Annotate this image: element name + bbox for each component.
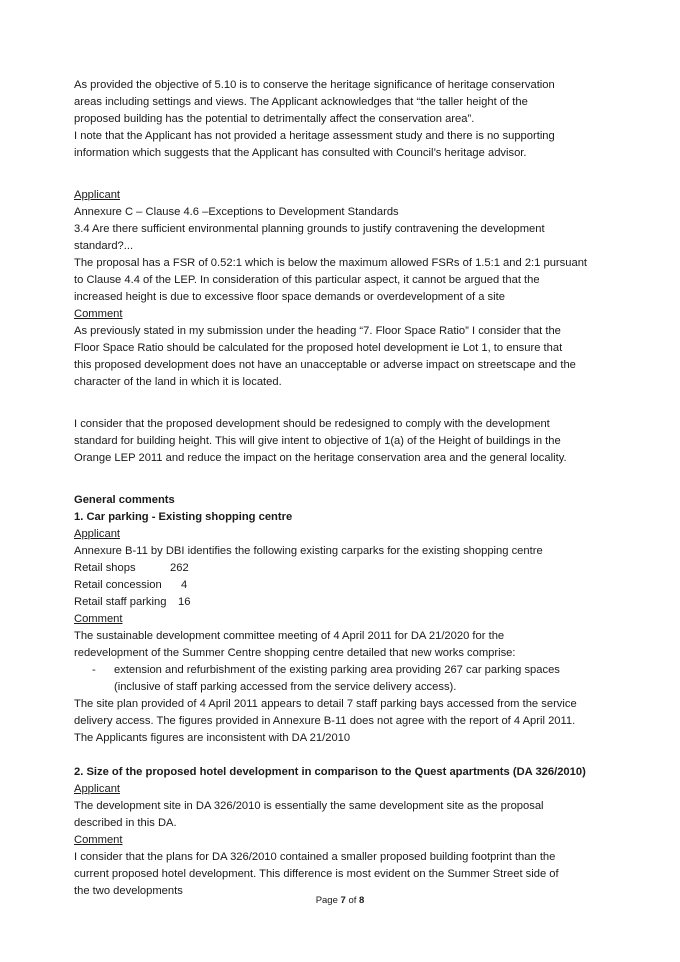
- page-content: [74, 77, 614, 900]
- comment-paragraph: [74, 323, 614, 391]
- text-line: Floor Space Ratio should be calculated for the proposed hotel development ie Lot 1, to ensure that: [74, 342, 563, 354]
- comment-heading: Comment: [74, 308, 123, 320]
- carpark-value: 4: [181, 579, 188, 591]
- text-line: redevelopment of the Summer Centre shopping centre detailed that new works comprise:: [74, 647, 516, 659]
- comment-paragraph: [74, 628, 614, 662]
- text-line: The site plan provided of 4 April 2011 appears to detail 7 staff parking bays accessed from the service: [74, 698, 577, 710]
- page-footer: [0, 895, 680, 907]
- applicant-heading: Applicant: [74, 783, 121, 795]
- bullet-item: [74, 662, 614, 696]
- text-line: to Clause 4.4 of the LEP. In consideration of this particular aspect, it cannot be argued that the: [74, 274, 540, 286]
- text-line: extension and refurbishment of the existing parking area providing 267 car parking spaces: [114, 664, 560, 676]
- text-line: increased height is due to excessive floor space demands or overdevelopment of a site: [74, 291, 505, 303]
- carpark-row: [74, 560, 614, 577]
- item1-title: 1. Car parking - Existing shopping centre: [74, 511, 293, 523]
- carparks-intro: Annexure B-11 by DBI identifies the following existing carparks for the existing shopping centre: [74, 545, 543, 557]
- comment-paragraph-continued: [74, 696, 614, 747]
- text-line: current proposed hotel development. This difference is most evident on the Summer Street side of: [74, 868, 559, 880]
- footer-page-number: 7: [340, 895, 346, 906]
- text-line: (inclusive of staff parking accessed from the service delivery access).: [114, 681, 457, 693]
- text-line: 3.4 Are there sufficient environmental planning grounds to justify contravening the development: [74, 223, 545, 235]
- text-line: standard?...: [74, 240, 134, 252]
- text-line: As previously stated in my submission under the heading “7. Floor Space Ratio” I consider that the: [74, 325, 561, 337]
- text-line: described in this DA.: [74, 817, 177, 829]
- carpark-row: [74, 577, 614, 594]
- text-line: information which suggests that the Applicant has consulted with Council’s heritage advisor.: [74, 147, 527, 159]
- carpark-label: Retail concession: [74, 579, 162, 591]
- text-line: The Applicants figures are inconsistent with DA 21/2010: [74, 732, 351, 744]
- carpark-label: Retail shops: [74, 562, 136, 574]
- comment-paragraph: [74, 849, 614, 900]
- text-line: Orange LEP 2011 and reduce the impact on the heritage conservation area and the general locality.: [74, 452, 567, 464]
- paragraph-heritage: [74, 77, 614, 162]
- text-line: this proposed development does not have an unacceptable or adverse impact on streetscape and the: [74, 359, 576, 371]
- paragraph-redesign: [74, 416, 614, 467]
- bullet-dash: -: [92, 664, 96, 676]
- text-line: delivery access. The figures provided in Annexure B-11 does not agree with the report of 4 April 2011.: [74, 715, 576, 727]
- carpark-row: [74, 594, 614, 611]
- text-line: areas including settings and views. The Applicant acknowledges that “the taller height of the: [74, 96, 528, 108]
- footer-total-pages: 8: [359, 895, 365, 906]
- applicant-heading: Applicant: [74, 189, 121, 201]
- comment-heading: Comment: [74, 834, 123, 846]
- text-line: character of the land in which it is located.: [74, 376, 282, 388]
- text-line: I consider that the proposed development should be redesigned to comply with the development: [74, 418, 550, 430]
- text-line: proposed building has the potential to detrimentally affect the conservation area”.: [74, 113, 475, 125]
- text-line: I consider that the plans for DA 326/2010 contained a smaller proposed building footprint than the: [74, 851, 556, 863]
- applicant-paragraph: [74, 798, 614, 832]
- text-line: The sustainable development committee meeting of 4 April 2011 for DA 21/2020 for the: [74, 630, 505, 642]
- comment-heading: Comment: [74, 613, 123, 625]
- carpark-value: 16: [178, 596, 191, 608]
- carparks-list: [74, 560, 614, 611]
- carpark-value: 262: [170, 562, 189, 574]
- general-comments-heading: General comments: [74, 494, 175, 506]
- text-line: The proposal has a FSR of 0.52:1 which is below the maximum allowed FSRs of 1.5:1 and 2:1 pursuant: [74, 257, 588, 269]
- footer-prefix: Page: [315, 895, 341, 906]
- text-line: As provided the objective of 5.10 is to conserve the heritage significance of heritage conservation: [74, 79, 555, 91]
- applicant-heading: Applicant: [74, 528, 121, 540]
- item2-title: 2. Size of the proposed hotel development in comparison to the Quest apartments (DA 326/2010): [74, 766, 586, 778]
- footer-of: of: [345, 895, 360, 906]
- text-line: Annexure C – Clause 4.6 –Exceptions to Development Standards: [74, 206, 399, 218]
- text-line: the two developments: [74, 885, 183, 897]
- applicant-excerpt: [74, 204, 614, 306]
- carpark-label: Retail staff parking: [74, 596, 167, 608]
- text-line: I note that the Applicant has not provided a heritage assessment study and there is no supporting: [74, 130, 555, 142]
- text-line: standard for building height. This will give intent to objective of 1(a) of the Height of buildings in the: [74, 435, 561, 447]
- text-line: The development site in DA 326/2010 is essentially the same development site as the proposal: [74, 800, 544, 812]
